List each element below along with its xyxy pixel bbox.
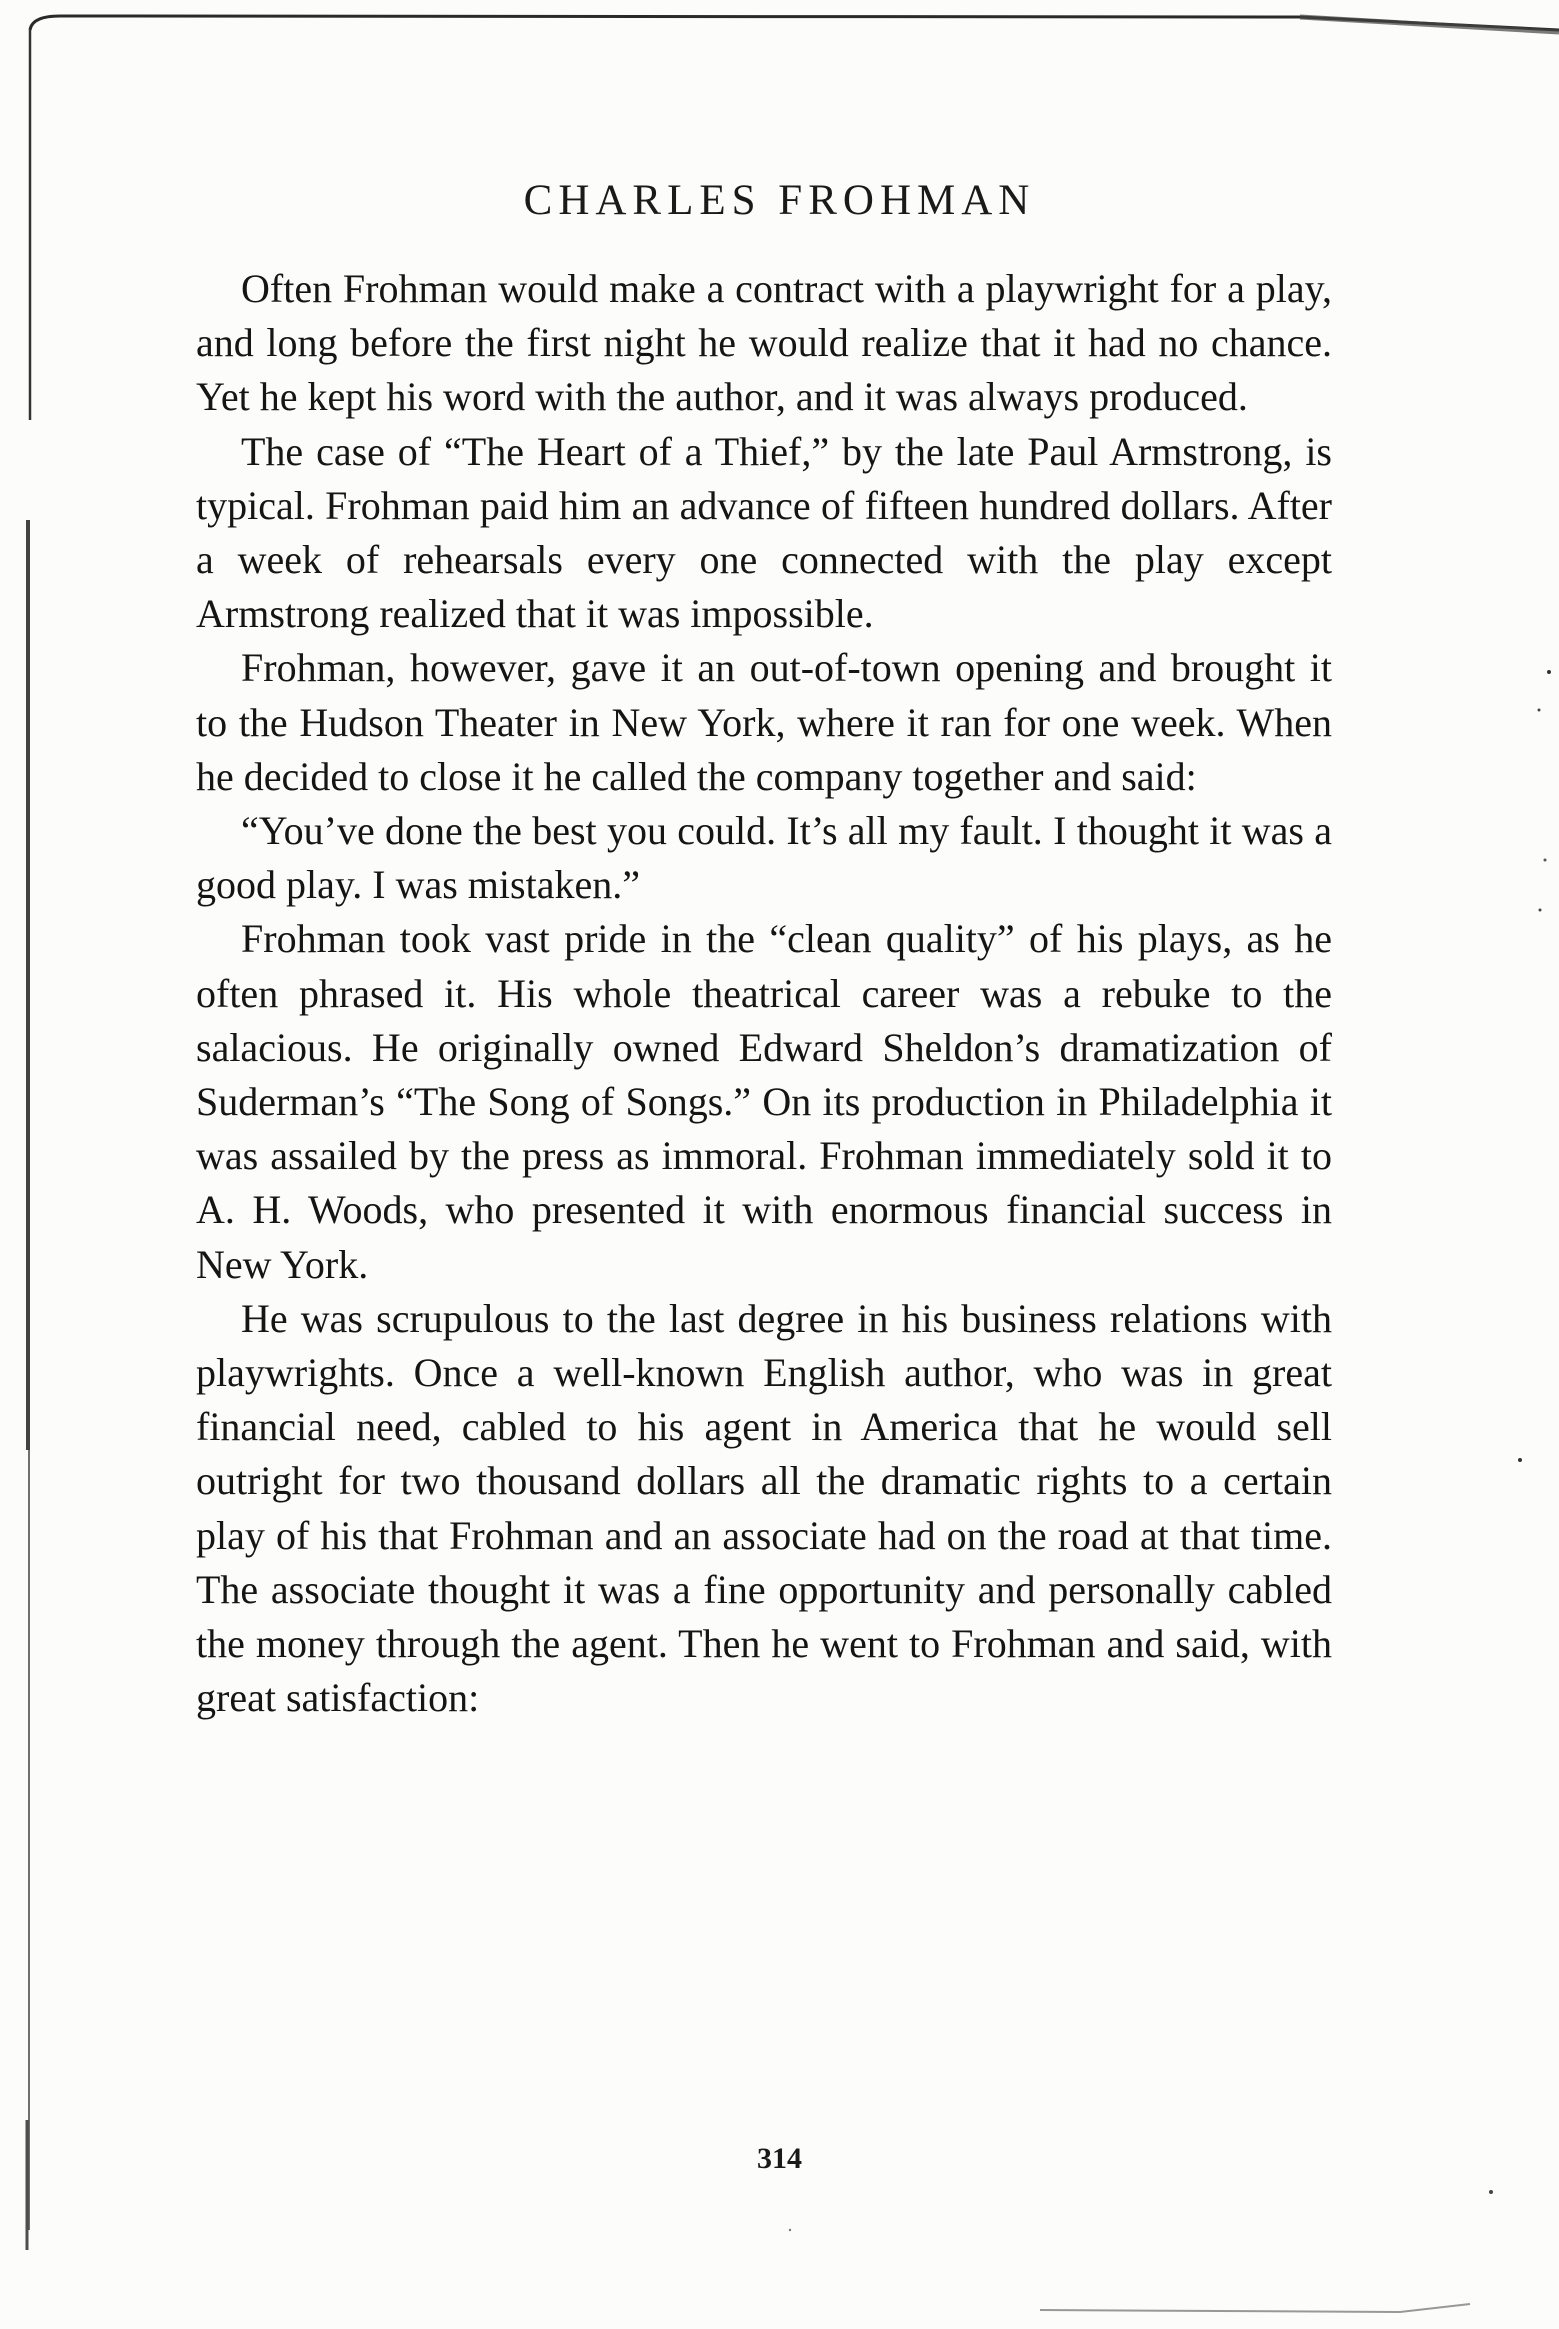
paragraph: “You’ve done the best you could. It’s all my fault. I thought it was a good play. I was mistaken.”: [196, 808, 1332, 908]
paragraph: The case of “The Heart of a Thief,” by the late Paul Armstrong, is typical. Frohman paid him an advance of fifteen hundred dollars. After a week of rehearsals every one connected with the play except Armstrong realized that it was impossible.: [196, 428, 1332, 637]
page-number: 314: [757, 2142, 802, 2175]
running-head: CHARLES FROHMAN: [523, 177, 1036, 224]
paragraph: He was scrupulous to the last degree in his business relations with playwrights. Once a well-known English author, who was in great financial need, cabled to his agent in America that he would sell outright for two thousand dollars all the dramatic rights to a certain play of his that Frohman and an associate had on the road at that time. The associate thought it was a fine opportunity and personally cabled the money through the agent. Then he went to Frohman and said, with great satisfaction:: [196, 1295, 1332, 1721]
paragraph: Often Frohman would make a contract with a playwright for a play, and long before the first night he would realize that it had no chance. Yet he kept his word with the author, and it was always produced.: [196, 266, 1332, 420]
paragraph: Frohman took vast pride in the “clean quality” of his plays, as he often phrased it. His whole theatrical career was a rebuke to the salacious. He originally owned Edward Sheldon’s dramatization of Suderman’s “The Song of Songs.” On its production in Philadelphia it was assailed by the press as immoral. Frohman immediately sold it to A. H. Woods, who presented it with enormous financial success in New York.: [196, 916, 1332, 1287]
paragraph: Frohman, however, gave it an out-of-town opening and brought it to the Hudson Theater in New York, where it ran for one week. When he decided to close it he called the company together and said:: [196, 645, 1332, 799]
body-text: [196, 262, 1332, 1725]
